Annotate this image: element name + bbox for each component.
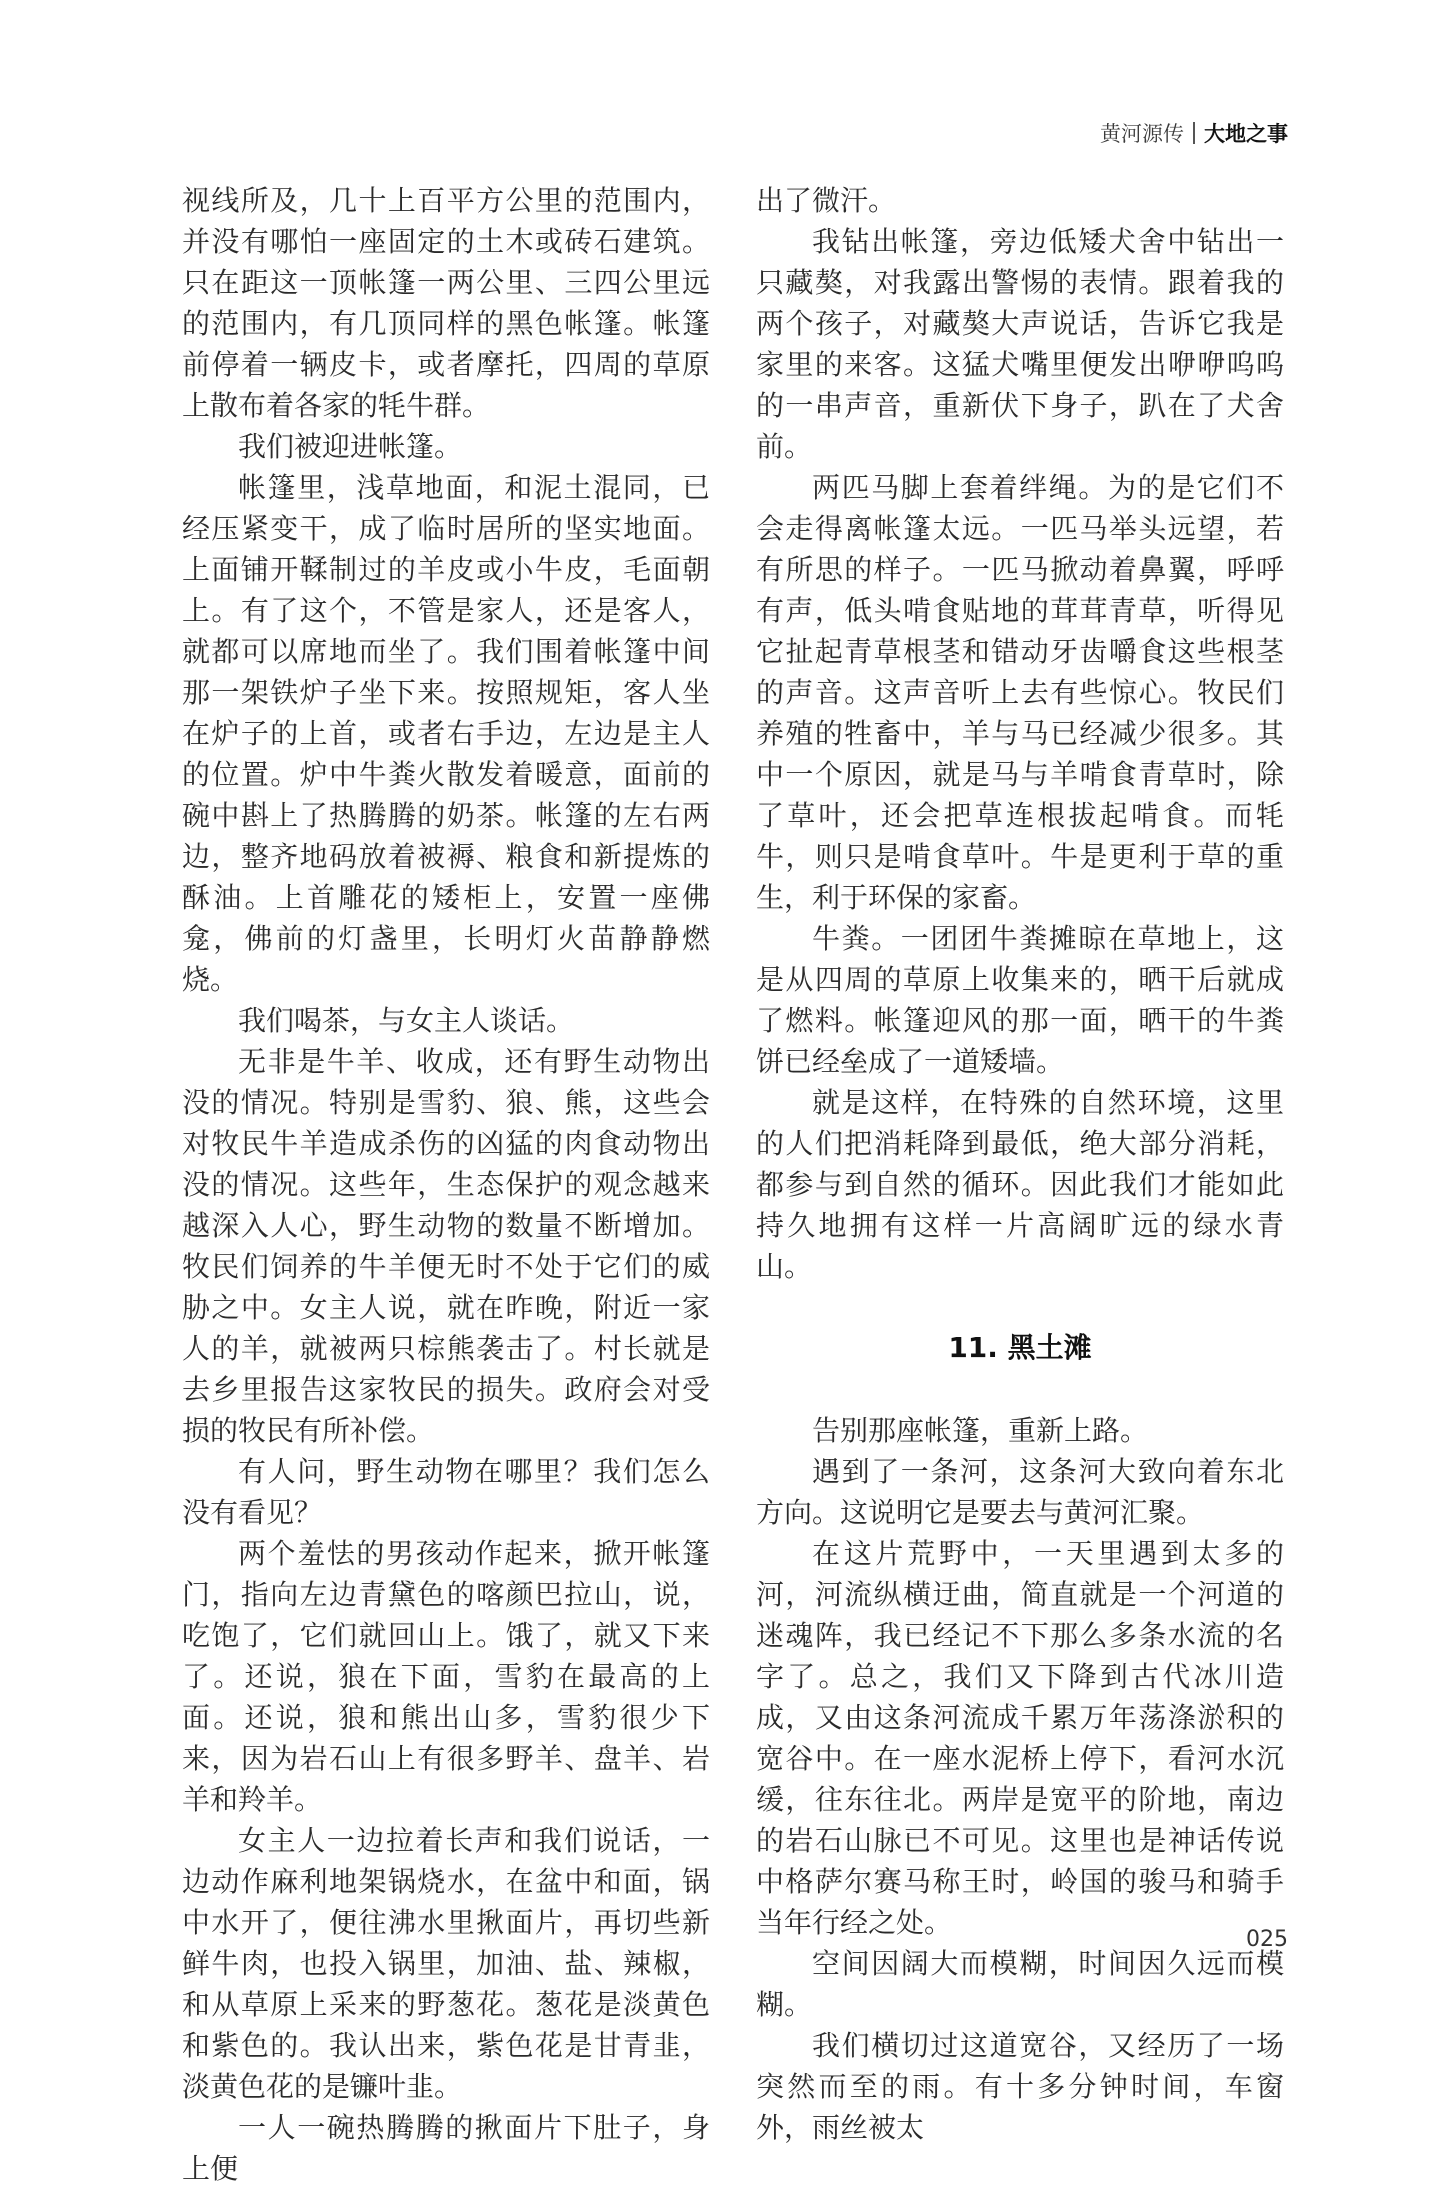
paragraph: 空间因阔大而模糊，时间因久远而模糊。 bbox=[756, 1947, 1284, 2021]
section-heading: 11. 黑土滩 bbox=[948, 1331, 1092, 1364]
paragraph: 牛粪。一团团牛粪摊晾在草地上，这是从四周的草原上收集来的，晒干后就成了燃料。帐篷迎风的那一面，晒干的牛粪饼已经垒成了一道矮墙。 bbox=[756, 922, 1284, 1078]
paragraph: 遇到了一条河，这条河大致向着东北方向。这说明它是要去与黄河汇聚。 bbox=[756, 1455, 1284, 1529]
paragraph: 我们喝茶，与女主人谈话。 bbox=[238, 1004, 575, 1037]
paragraph: 有人问，野生动物在哪里？我们怎么没有看见？ bbox=[182, 1455, 710, 1529]
paragraph: 两匹马脚上套着绊绳。为的是它们不会走得离帐篷太远。一匹马举头远望，若有所思的样子。一匹马掀动着鼻翼，呼呼有声，低头啃食贴地的茸茸青草，听得见它扯起青草根茎和错动牙齿嚼食这些根茎的声音。这声音听上去有些惊心。牧民们养殖的牲畜中，羊与马已经减少很多。其中一个原因，就是马与羊啃食青草时，除了草叶，还会把草连根拔起啃食。而牦牛，则只是啃食草叶。牛是更利于草的重生，利于环保的家畜。 bbox=[756, 471, 1284, 914]
left-column bbox=[182, 180, 710, 2189]
paragraph: 视线所及，几十上百平方公里的范围内，并没有哪怕一座固定的土木或砖石建筑。只在距这一顶帐篷一两公里、三四公里远的范围内，有几顶同样的黑色帐篷。帐篷前停着一辆皮卡，或者摩托，四周的草原上散布着各家的牦牛群。 bbox=[182, 184, 710, 422]
paragraph: 一人一碗热腾腾的揪面片下肚子，身上便 bbox=[182, 2111, 710, 2185]
header-divider bbox=[1193, 122, 1195, 144]
page-number: 025 bbox=[1246, 1927, 1288, 1952]
paragraph: 告别那座帐篷，重新上路。 bbox=[812, 1414, 1149, 1447]
paragraph: 两个羞怯的男孩动作起来，掀开帐篷门，指向左边青黛色的喀颜巴拉山，说，吃饱了，它们就回山上。饿了，就又下来了。还说，狼在下面，雪豹在最高的上面。还说，狼和熊出山多，雪豹很少下来，因为岩石山上有很多野羊、盘羊、岩羊和羚羊。 bbox=[182, 1537, 710, 1816]
right-column bbox=[756, 180, 1284, 2148]
section-title-header: 大地之事 bbox=[1204, 122, 1288, 146]
paragraph: 无非是牛羊、收成，还有野生动物出没的情况。特别是雪豹、狼、熊，这些会对牧民牛羊造成杀伤的凶猛的肉食动物出没的情况。这些年，生态保护的观念越来越深入人心，野生动物的数量不断增加。牧民们饲养的牛羊便无时不处于它们的威胁之中。女主人说，就在昨晚，附近一家人的羊，就被两只棕熊袭击了。村长就是去乡里报告这家牧民的损失。政府会对受损的牧民有所补偿。 bbox=[182, 1045, 710, 1447]
paragraph: 我们被迎进帐篷。 bbox=[238, 430, 463, 463]
paragraph: 就是这样，在特殊的自然环境，这里的人们把消耗降到最低，绝大部分消耗，都参与到自然的循环。因此我们才能如此持久地拥有这样一片高阔旷远的绿水青山。 bbox=[756, 1086, 1284, 1283]
paragraph: 在这片荒野中，一天里遇到太多的河，河流纵横迂曲，简直就是一个河道的迷魂阵，我已经记不下那么多条水流的名字了。总之，我们又下降到古代冰川造成，又由这条河流成千累万年荡涤淤积的宽谷中。在一座水泥桥上停下，看河水沉缓，往东往北。两岸是宽平的阶地，南边的岩石山脉已不可见。这里也是神话传说中格萨尔赛马称王时，岭国的骏马和骑手当年行经之处。 bbox=[756, 1537, 1284, 1939]
paragraph: 女主人一边拉着长声和我们说话，一边动作麻利地架锅烧水，在盆中和面，锅中水开了，便往沸水里揪面片，再切些新鲜牛肉，也投入锅里，加油、盐、辣椒，和从草原上采来的野葱花。葱花是淡黄色和紫色的。我认出来，紫色花是甘青韭，淡黄色花的是镰叶韭。 bbox=[182, 1824, 710, 2103]
book-title: 黄河源传 bbox=[1100, 122, 1184, 146]
paragraph: 出了微汗。 bbox=[756, 184, 897, 217]
running-header bbox=[1100, 116, 1288, 150]
paragraph: 我钻出帐篷，旁边低矮犬舍中钻出一只藏獒，对我露出警惕的表情。跟着我的两个孩子，对藏獒大声说话，告诉它我是家里的来客。这猛犬嘴里便发出咿咿呜呜的一串声音，重新伏下身子，趴在了犬舍前。 bbox=[756, 225, 1284, 463]
paragraph: 我们横切过这道宽谷，又经历了一场突然而至的雨。有十多分钟时间，车窗外，雨丝被太 bbox=[756, 2029, 1284, 2144]
paragraph: 帐篷里，浅草地面，和泥土混同，已经压紧变干，成了临时居所的坚实地面。上面铺开鞣制过的羊皮或小牛皮，毛面朝上。有了这个，不管是家人，还是客人，就都可以席地而坐了。我们围着帐篷中间那一架铁炉子坐下来。按照规矩，客人坐在炉子的上首，或者右手边，左边是主人的位置。炉中牛粪火散发着暖意，面前的碗中斟上了热腾腾的奶茶。帐篷的左右两边，整齐地码放着被褥、粮食和新提炼的酥油。上首雕花的矮柜上，安置一座佛龛，佛前的灯盏里，长明灯火苗静静燃烧。 bbox=[182, 471, 710, 996]
